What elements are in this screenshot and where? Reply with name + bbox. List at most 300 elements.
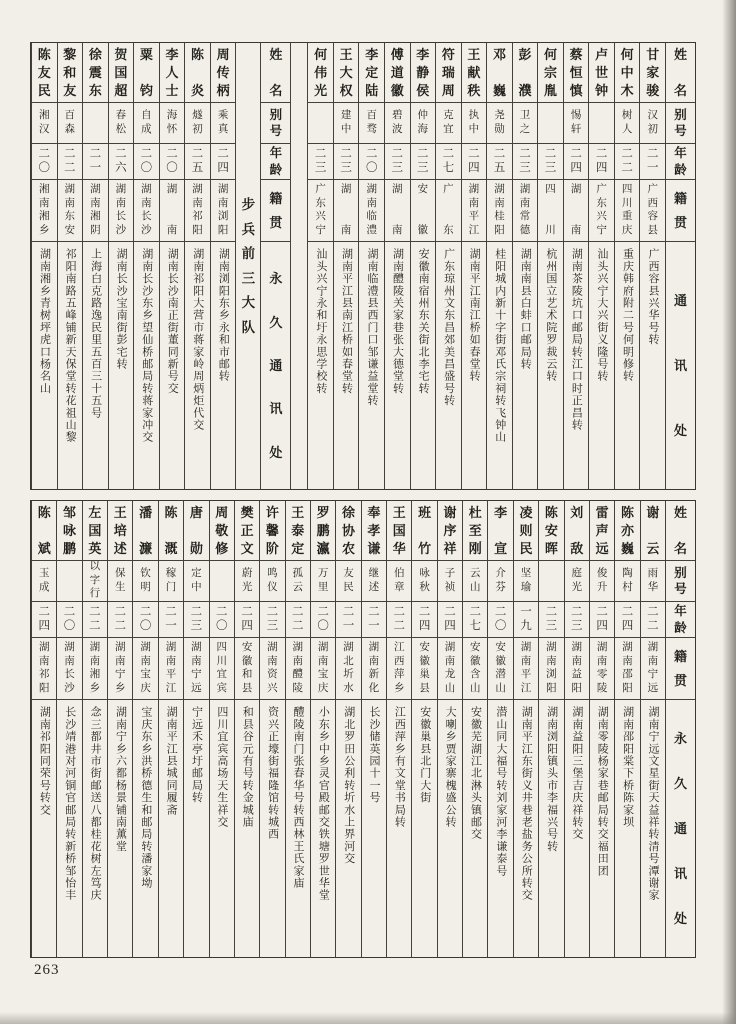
person-column: [57, 43, 83, 489]
person-alias: 万 里: [311, 561, 335, 602]
person-native-place: 广 东 兴 宁: [589, 180, 614, 242]
header-address-label: 永 久 通 讯 处: [673, 731, 687, 926]
person-native-place: 湖 南: [385, 180, 410, 242]
directory-table-top: [30, 42, 696, 490]
person-native-place: 安 徽 潜 山: [488, 638, 512, 700]
person-column: [639, 43, 665, 489]
person-native-place: 湖 南 祁 阳: [185, 180, 210, 242]
person-native-place: 广 西 容 县: [640, 180, 665, 242]
person-column: [358, 43, 384, 489]
person-column: [461, 43, 487, 489]
person-native-place: 安 徽 含 山: [463, 638, 487, 700]
person-alias: 惕 轩: [564, 103, 589, 144]
person-column: [435, 43, 461, 489]
person-column: [108, 43, 134, 489]
person-age: 二 三: [539, 602, 563, 638]
person-address: 安徽巢县北门大街: [418, 706, 431, 804]
person-column: [588, 43, 614, 489]
person-column: [310, 501, 335, 957]
person-native-place: 四 川: [538, 180, 563, 242]
person-native-place: 湖 南 祁 阳: [32, 638, 56, 700]
person-alias: 乘 真: [211, 103, 236, 144]
header-name-label: 姓 名: [666, 43, 695, 103]
person-column: [487, 501, 512, 957]
person-name: 符 瑞 周: [436, 43, 461, 103]
person-name: 粟 钧: [134, 43, 159, 103]
person-address: 湖南临澧县西门口邹谦益堂转: [365, 248, 378, 407]
person-age: 二 三: [513, 144, 538, 180]
person-name: 邹 咏 鹏: [57, 501, 81, 561]
person-address: 汕头兴宁大兴街义隆号转: [595, 248, 608, 383]
person-alias: 百 森: [58, 103, 83, 144]
person-column: [183, 501, 208, 957]
person-age: 二 四: [438, 602, 462, 638]
person-address: 湖南长沙宝南街彭宅转: [115, 248, 128, 370]
person-name: 李 人 士: [160, 43, 185, 103]
header-native-label: 籍 贯: [666, 638, 695, 700]
person-address: 湖南南县白蚌口邮局转: [519, 248, 532, 370]
person-name: 王 大 权: [334, 43, 359, 103]
header-address-label: 永 久 通 讯 处: [269, 271, 283, 460]
person-name: 陈 友 民: [32, 43, 57, 103]
person-name: 王 国 华: [387, 501, 411, 561]
person-name: 陈 亦 巍: [615, 501, 639, 561]
person-native-place: 湖 南 长 沙: [57, 638, 81, 700]
person-name: 王 献 秩: [462, 43, 487, 103]
person-alias: 雨 华: [641, 561, 665, 602]
person-address: 湖南平江南江桥如春堂转: [468, 248, 481, 383]
person-column: [259, 501, 284, 957]
person-native-place: 湖 南 宝 庆: [133, 638, 157, 700]
person-alias: [308, 103, 333, 144]
person-address: 醴陵南门张春华号转西林王氏家庙: [291, 706, 304, 889]
person-age: 二 一: [336, 602, 360, 638]
person-native-place: 湘 南 湘 乡: [32, 180, 57, 242]
person-name: 罗 鹏 瀛: [311, 501, 335, 561]
person-alias: 稼 门: [159, 561, 183, 602]
person-column: [614, 43, 640, 489]
person-native-place: 湖 南 邵 阳: [615, 638, 639, 700]
person-name: 陈 斌: [32, 501, 56, 561]
person-age: 二 三: [334, 144, 359, 180]
person-age: 二 三: [565, 602, 589, 638]
person-alias: 湘 汉: [32, 103, 57, 144]
person-column: [564, 501, 589, 957]
person-age: 二 二: [83, 602, 107, 638]
person-age: 二 六: [109, 144, 134, 180]
person-age: 二 二: [615, 144, 640, 180]
person-address: 湖南湘乡青树坪虎口杨名山: [38, 248, 51, 395]
person-age: 二 〇: [311, 602, 335, 638]
person-native-place: 湖 南 长 沙: [134, 180, 159, 242]
person-alias: 树 人: [615, 103, 640, 144]
person-address: 湖南宁远文星街天益祥转清号潭谢家: [647, 706, 659, 902]
person-alias: [539, 561, 563, 602]
person-address: 湖南零陵杨家巷邮局转交福田团: [596, 706, 609, 877]
person-column: [384, 43, 410, 489]
person-native-place: 湖 南 长 沙: [109, 180, 134, 242]
person-alias: 建 中: [334, 103, 359, 144]
person-name: 李 静 侯: [411, 43, 436, 103]
person-column: [285, 501, 310, 957]
person-alias: 鸣 仪: [260, 561, 284, 602]
person-address: 广东琼州文东昌郊美昌盛号转: [442, 248, 455, 407]
person-native-place: 湖 南 浏 阳: [539, 638, 563, 700]
header-name-label: 姓 名: [261, 43, 290, 103]
person-alias: 陶 村: [615, 561, 639, 602]
person-alias: [210, 561, 234, 602]
person-address: 湖南平江东街义井巷老盐务公所转交: [520, 706, 533, 902]
person-column: [234, 501, 259, 957]
person-address: 祁阳南路五峰铺新天保堂转花祖山黎: [64, 248, 77, 444]
person-column: [513, 501, 538, 957]
person-name: 许 馨 阶: [260, 501, 284, 561]
person-native-place: 广 东: [436, 180, 461, 242]
person-address: 湖南宁乡六都杨景铺南薰堂: [114, 706, 127, 853]
person-native-place: 湖 南 宁 远: [641, 638, 665, 700]
person-column: [512, 43, 538, 489]
person-column: [537, 43, 563, 489]
person-native-place: 广 东 兴 宁: [308, 180, 333, 242]
person-native-place: 湖 南 浏 阳: [211, 180, 236, 242]
person-age: 二 二: [108, 602, 132, 638]
person-alias: 云 山: [463, 561, 487, 602]
person-column: [132, 501, 157, 957]
person-name: 彭 濮: [513, 43, 538, 103]
person-name: 黎 和 友: [58, 43, 83, 103]
person-address: 资兴正壕街福隆馆转城西: [266, 706, 279, 841]
person-age: 二 三: [411, 144, 436, 180]
person-alias: 海 怀: [160, 103, 185, 144]
person-column: [538, 501, 563, 957]
person-age: 二 二: [387, 602, 411, 638]
person-native-place: 湖 南 宁 乡: [108, 638, 132, 700]
person-name: 徐 震 东: [83, 43, 108, 103]
person-alias: 玉 成: [32, 561, 56, 602]
person-name: 何 宗 胤: [538, 43, 563, 103]
person-native-place: 湖 南 平 江: [159, 638, 183, 700]
person-column: [640, 501, 665, 957]
header-address-label: 通 讯 处: [673, 293, 687, 438]
person-native-place: 湖 南 新 化: [362, 638, 386, 700]
person-alias: 定 中: [184, 561, 208, 602]
person-age: 二 四: [235, 602, 259, 638]
person-alias: [83, 103, 108, 144]
person-age: 二 三: [260, 602, 284, 638]
person-age: 二 一: [362, 602, 386, 638]
person-native-place: 湖 南 常 德: [513, 180, 538, 242]
person-name: 谢 云: [641, 501, 665, 561]
person-native-place: 湖 南 醴 陵: [286, 638, 310, 700]
person-name: 李 定 陆: [359, 43, 384, 103]
person-alias: 伯 章: [387, 561, 411, 602]
person-name: 李 宣: [488, 501, 512, 561]
person-native-place: 安 徽: [411, 180, 436, 242]
person-age: 二 三: [385, 144, 410, 180]
person-native-place: 湖 南 湘 阴: [83, 180, 108, 242]
person-native-place: 四 川 重 庆: [615, 180, 640, 242]
person-column: [307, 43, 333, 489]
person-alias: [57, 561, 81, 602]
person-age: 一 九: [514, 602, 538, 638]
person-native-place: 湖 南 资 兴: [260, 638, 284, 700]
person-alias: 克 宜: [436, 103, 461, 144]
person-column: [589, 501, 614, 957]
person-age: 二 二: [286, 602, 310, 638]
person-age: 二 〇: [359, 144, 384, 180]
person-native-place: 湖 南: [564, 180, 589, 242]
person-alias: 蔚 光: [235, 561, 259, 602]
header-alias-label: 别 号: [666, 561, 695, 602]
person-native-place: 湖 南 临 澧: [359, 180, 384, 242]
person-native-place: 湖 南 益 阳: [565, 638, 589, 700]
person-age: 二 二: [641, 602, 665, 638]
person-address: 重庆韩府附二号何明修转: [621, 248, 634, 383]
person-column: [159, 43, 185, 489]
person-name: 傅 道 徽: [385, 43, 410, 103]
header-native-label: 籍 贯: [261, 180, 290, 242]
person-alias: 继 述: [362, 561, 386, 602]
person-address: 湖南茶陵坑口邮局转江口时正昌转: [570, 248, 583, 431]
person-column: [411, 501, 436, 957]
person-column: [82, 43, 108, 489]
person-age: 二 〇: [488, 602, 512, 638]
person-native-place: 湖 南 东 安: [58, 180, 83, 242]
bottom-header-column: [665, 501, 695, 957]
person-name: 陈 安 晖: [539, 501, 563, 561]
person-alias: 百 骛: [359, 103, 384, 144]
person-age: 二 四: [590, 602, 614, 638]
person-alias: 钦 明: [133, 561, 157, 602]
person-name: 蔡 恒 慎: [564, 43, 589, 103]
person-address: 湖南祁阳大营市蒋家岭周炳炬代交: [191, 248, 204, 431]
person-age: 二 〇: [160, 144, 185, 180]
person-native-place: 湖 北 圻 水: [336, 638, 360, 700]
person-column: [107, 501, 132, 957]
person-alias: 自 成: [134, 103, 159, 144]
person-alias: 庭 光: [565, 561, 589, 602]
person-native-place: 四 川 宜 宾: [210, 638, 234, 700]
person-name: 贺 国 超: [109, 43, 134, 103]
person-age: 二 二: [58, 144, 83, 180]
person-address: 大喇乡贾家寨槐盛公转: [444, 706, 457, 828]
person-age: 二 一: [159, 602, 183, 638]
person-name: 班 竹: [412, 501, 436, 561]
person-native-place: 湖 南 宁 远: [184, 638, 208, 700]
person-alias: 仲 海: [411, 103, 436, 144]
top-inner-header-column: [260, 43, 290, 489]
person-alias: 坚 瑜: [514, 561, 538, 602]
person-name: 樊 正 文: [235, 501, 259, 561]
person-address: 安徽南宿州东关街北李宅转: [417, 248, 430, 395]
person-address: 湖南浏阳东乡永和市邮转: [217, 248, 230, 383]
person-name: 王 泰 定: [286, 501, 310, 561]
person-address: 湖南长沙南正街董同新号交: [166, 248, 179, 395]
person-address: 四川宜宾高场天生祥交: [215, 706, 228, 828]
person-age: 二 一: [83, 144, 108, 180]
person-alias: [538, 103, 563, 144]
header-native-label: 籍 贯: [666, 180, 695, 242]
person-address: 湖南醴陵关家巷张大德堂转: [391, 248, 404, 395]
person-native-place: 湖 南: [334, 180, 359, 242]
person-age: 二 五: [185, 144, 210, 180]
person-native-place: 湖 南 平 江: [514, 638, 538, 700]
person-alias: 俊 升: [590, 561, 614, 602]
person-address: 长沙靖港对河铜官邮局转新桥邹怡丰: [63, 706, 76, 902]
person-alias: 碧 波: [385, 103, 410, 144]
person-age: 二 四: [211, 144, 236, 180]
person-column: [56, 501, 81, 957]
person-address: 湖南平江县南江桥如春堂转: [340, 248, 353, 395]
person-name: 凌 则 民: [514, 501, 538, 561]
person-age: 二 七: [463, 602, 487, 638]
person-address: 桂阳城内新十字街邓氏宗祠转飞钟山: [493, 248, 506, 444]
person-name: 陈 炎: [185, 43, 210, 103]
person-column: [209, 501, 234, 957]
person-address: 湖南祁阳同荣号转交: [38, 706, 51, 816]
header-alias-label: 别 号: [666, 103, 695, 144]
person-address: 潜山同大福号转刘家河李谦泰号: [494, 706, 507, 877]
person-name: 谢 序 祥: [438, 501, 462, 561]
person-name: 雷 声 远: [590, 501, 614, 561]
header-age-label: 年 龄: [666, 602, 695, 638]
person-alias: 尧 勋: [487, 103, 512, 144]
person-native-place: 湖 南 湘 乡: [83, 638, 107, 700]
person-name: 卢 世 钟: [589, 43, 614, 103]
person-column: [486, 43, 512, 489]
person-address: 江西萍乡有文堂书局转: [393, 706, 406, 828]
person-age: 二 三: [538, 144, 563, 180]
person-name: 徐 协 农: [336, 501, 360, 561]
person-address: 宁远禾亭圩邮局转: [190, 706, 203, 804]
person-column: [133, 43, 159, 489]
person-alias: [589, 103, 614, 144]
person-address: 湖北罗田公利转圻水上界河交: [342, 706, 355, 865]
person-column: [563, 43, 589, 489]
person-address: 湖南浏阳镇头市李福兴号转: [545, 706, 558, 853]
person-alias: 执 中: [462, 103, 487, 144]
section-title-column: [235, 43, 260, 489]
person-age: 二 一: [640, 144, 665, 180]
person-address: 杭州国立艺术院罗裁云转: [544, 248, 557, 383]
person-age: 二 四: [564, 144, 589, 180]
person-column: [158, 501, 183, 957]
person-name: 陈 溉: [159, 501, 183, 561]
person-native-place: 湖 南 零 陵: [590, 638, 614, 700]
person-column: [184, 43, 210, 489]
person-age: 二 三: [184, 602, 208, 638]
person-address: 小东乡中乡灵官殿邮交铁塘罗世华堂: [317, 706, 330, 902]
person-age: 二 四: [589, 144, 614, 180]
person-column: [335, 501, 360, 957]
person-age: 二 七: [436, 144, 461, 180]
person-name: 杜 至 刚: [463, 501, 487, 561]
person-age: 二 〇: [210, 602, 234, 638]
person-age: 二 〇: [57, 602, 81, 638]
table-spacer-column: [290, 43, 307, 489]
person-native-place: 江 西 萍 乡: [387, 638, 411, 700]
header-name-label: 姓 名: [666, 501, 695, 561]
person-native-place: 湖 南 龙 山: [438, 638, 462, 700]
person-column: [462, 501, 487, 957]
person-alias: 介 芬: [488, 561, 512, 602]
person-alias: 汉 初: [640, 103, 665, 144]
person-alias: 保 生: [108, 561, 132, 602]
person-address: 湖南益阳三堡吉庆祥转交: [570, 706, 583, 841]
person-age: 二 四: [412, 602, 436, 638]
person-native-place: 湖 南: [160, 180, 185, 242]
person-address: 宝庆东乡洪桥德生和邮局转潘家坳: [139, 706, 152, 889]
person-address: 安徽芜湖江北淋头镇邮交: [469, 706, 482, 841]
person-name: 甘 家 骏: [640, 43, 665, 103]
person-alias: 以 字 行: [83, 561, 107, 602]
section-title: 步 兵 前 三 大 队: [241, 197, 256, 335]
person-alias: 燧 初: [185, 103, 210, 144]
person-name: 刘 敌: [565, 501, 589, 561]
person-name: 何 中 木: [615, 43, 640, 103]
scan-edge-right: [722, 0, 736, 1024]
person-column: [386, 501, 411, 957]
person-age: 二 〇: [32, 144, 57, 180]
person-address: 汕头兴宁永和圩永思学校转: [314, 248, 327, 395]
page-number: 263: [34, 962, 60, 978]
person-address: 湖南邵阳棠下桥陈家坝: [621, 706, 634, 828]
top-outer-header-column: [665, 43, 695, 489]
person-address: 上海白克路逸民里五百三十五号: [89, 248, 102, 419]
header-alias-label: 别 号: [261, 103, 290, 144]
header-age-label: 年 龄: [261, 144, 290, 180]
person-age: 二 四: [615, 602, 639, 638]
person-native-place: 湖 南 桂 阳: [487, 180, 512, 242]
person-alias: 友 民: [336, 561, 360, 602]
person-age: 二 四: [462, 144, 487, 180]
directory-table-bottom: [30, 500, 696, 958]
person-native-place: 湖 南 平 江: [462, 180, 487, 242]
person-name: 唐 勋: [184, 501, 208, 561]
person-column: [31, 43, 57, 489]
person-column: [210, 43, 236, 489]
person-alias: 子 祯: [438, 561, 462, 602]
person-age: 二 三: [308, 144, 333, 180]
person-age: 二 四: [32, 602, 56, 638]
person-name: 周 传 柄: [211, 43, 236, 103]
person-address: 和县谷元有号转金城庙: [241, 706, 254, 828]
person-native-place: 安 徽 巢 县: [412, 638, 436, 700]
person-name: 潘 濂: [133, 501, 157, 561]
person-name: 周 敬 修: [210, 501, 234, 561]
person-address: 长沙储英园十一号: [368, 706, 381, 804]
person-alias: 卫 之: [513, 103, 538, 144]
person-column: [31, 501, 56, 957]
person-age: 二 五: [487, 144, 512, 180]
person-column: [614, 501, 639, 957]
person-age: 二 〇: [133, 602, 157, 638]
person-alias: 咏 秋: [412, 561, 436, 602]
person-name: 王 培 述: [108, 501, 132, 561]
person-address: 湖南平江县城同履斋: [165, 706, 178, 816]
person-address: 念三都井市街邮送八都桂花树左笃庆: [89, 706, 102, 902]
person-name: 何 伟 光: [308, 43, 333, 103]
person-native-place: 湖 南 宝 庆: [311, 638, 335, 700]
person-native-place: 安 徽 和 县: [235, 638, 259, 700]
person-alias: 孤 云: [286, 561, 310, 602]
person-column: [333, 43, 359, 489]
person-address: 广西容县兴华号转: [647, 248, 659, 346]
scan-edge-bottom: [0, 1012, 736, 1024]
person-column: [361, 501, 386, 957]
person-alias: 春 松: [109, 103, 134, 144]
person-column: [82, 501, 107, 957]
